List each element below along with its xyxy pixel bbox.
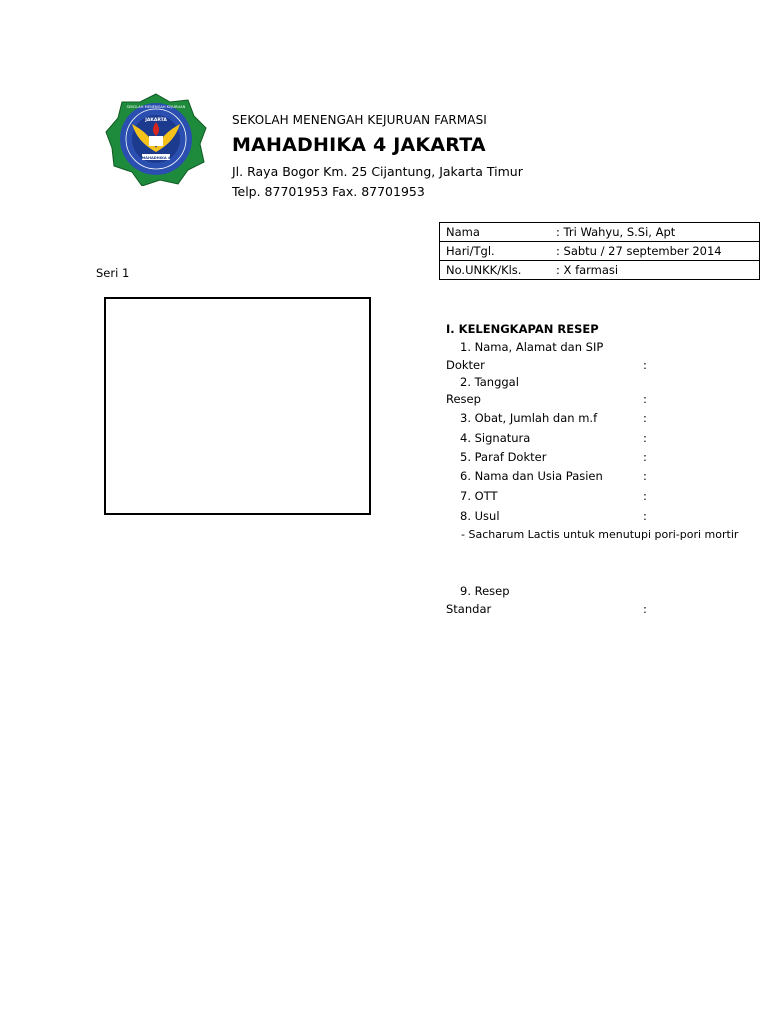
info-label-date: Hari/Tgl. [440, 242, 557, 261]
item-7-colon: : [643, 489, 647, 503]
item-1-colon: : [643, 358, 647, 372]
item-4: 4. Signatura [460, 431, 531, 445]
info-table [439, 222, 760, 280]
info-value-nama: : Tri Wahyu, S.Si, Apt [556, 223, 760, 242]
item-4-colon: : [643, 431, 647, 445]
school-type: SEKOLAH MENENGAH KEJURUAN FARMASI [232, 113, 487, 127]
item-7: 7. OTT [460, 489, 498, 503]
info-label-nama: Nama [440, 223, 557, 242]
table-row [440, 261, 760, 280]
item-9-colon: : [643, 602, 647, 616]
table-row [440, 223, 760, 242]
school-address: Jl. Raya Bogor Km. 25 Cijantung, Jakarta Timur [232, 164, 523, 179]
item-2-line-1: 2. Tanggal [460, 375, 519, 389]
item-5-colon: : [643, 450, 647, 464]
item-2-line-2: Resep [446, 392, 481, 406]
logo-ring-text: SEKOLAH MENENGAH KEJURUAN [126, 105, 186, 109]
item-9-line-2: Standar [446, 602, 492, 616]
item-8: 8. Usul [460, 509, 500, 523]
prescription-box [104, 297, 371, 515]
logo-center-text: JAKARTA [145, 118, 167, 123]
item-8-colon: : [643, 509, 647, 523]
school-emblem-icon [104, 92, 208, 186]
item-1-line-2: Dokter [446, 358, 485, 372]
school-name: MAHADHIKA 4 JAKARTA [232, 134, 486, 156]
item-3-colon: : [643, 411, 647, 425]
table-row [440, 242, 760, 261]
item-6-colon: : [643, 469, 647, 483]
info-value-date: : Sabtu / 27 september 2014 [556, 242, 760, 261]
item-9-line-1: 9. Resep [460, 584, 510, 598]
info-value-class: : X farmasi [556, 261, 760, 280]
item-1-line-1: 1. Nama, Alamat dan SIP [460, 340, 604, 354]
section-title: I. KELENGKAPAN RESEP [446, 322, 599, 336]
item-5: 5. Paraf Dokter [460, 450, 547, 464]
item-6: 6. Nama dan Usia Pasien [460, 469, 603, 483]
item-8-note: - Sacharum Lactis untuk menutupi pori-pori mortir [461, 528, 739, 541]
item-3: 3. Obat, Jumlah dan m.f [460, 411, 598, 425]
item-2-colon: : [643, 392, 647, 406]
school-phone: Telp. 87701953 Fax. 87701953 [232, 184, 425, 199]
logo-banner-text: MAHADHIKA 4 [141, 156, 171, 160]
info-label-class: No.UNKK/Kls. [440, 261, 557, 280]
seri-label: Seri 1 [96, 266, 130, 280]
